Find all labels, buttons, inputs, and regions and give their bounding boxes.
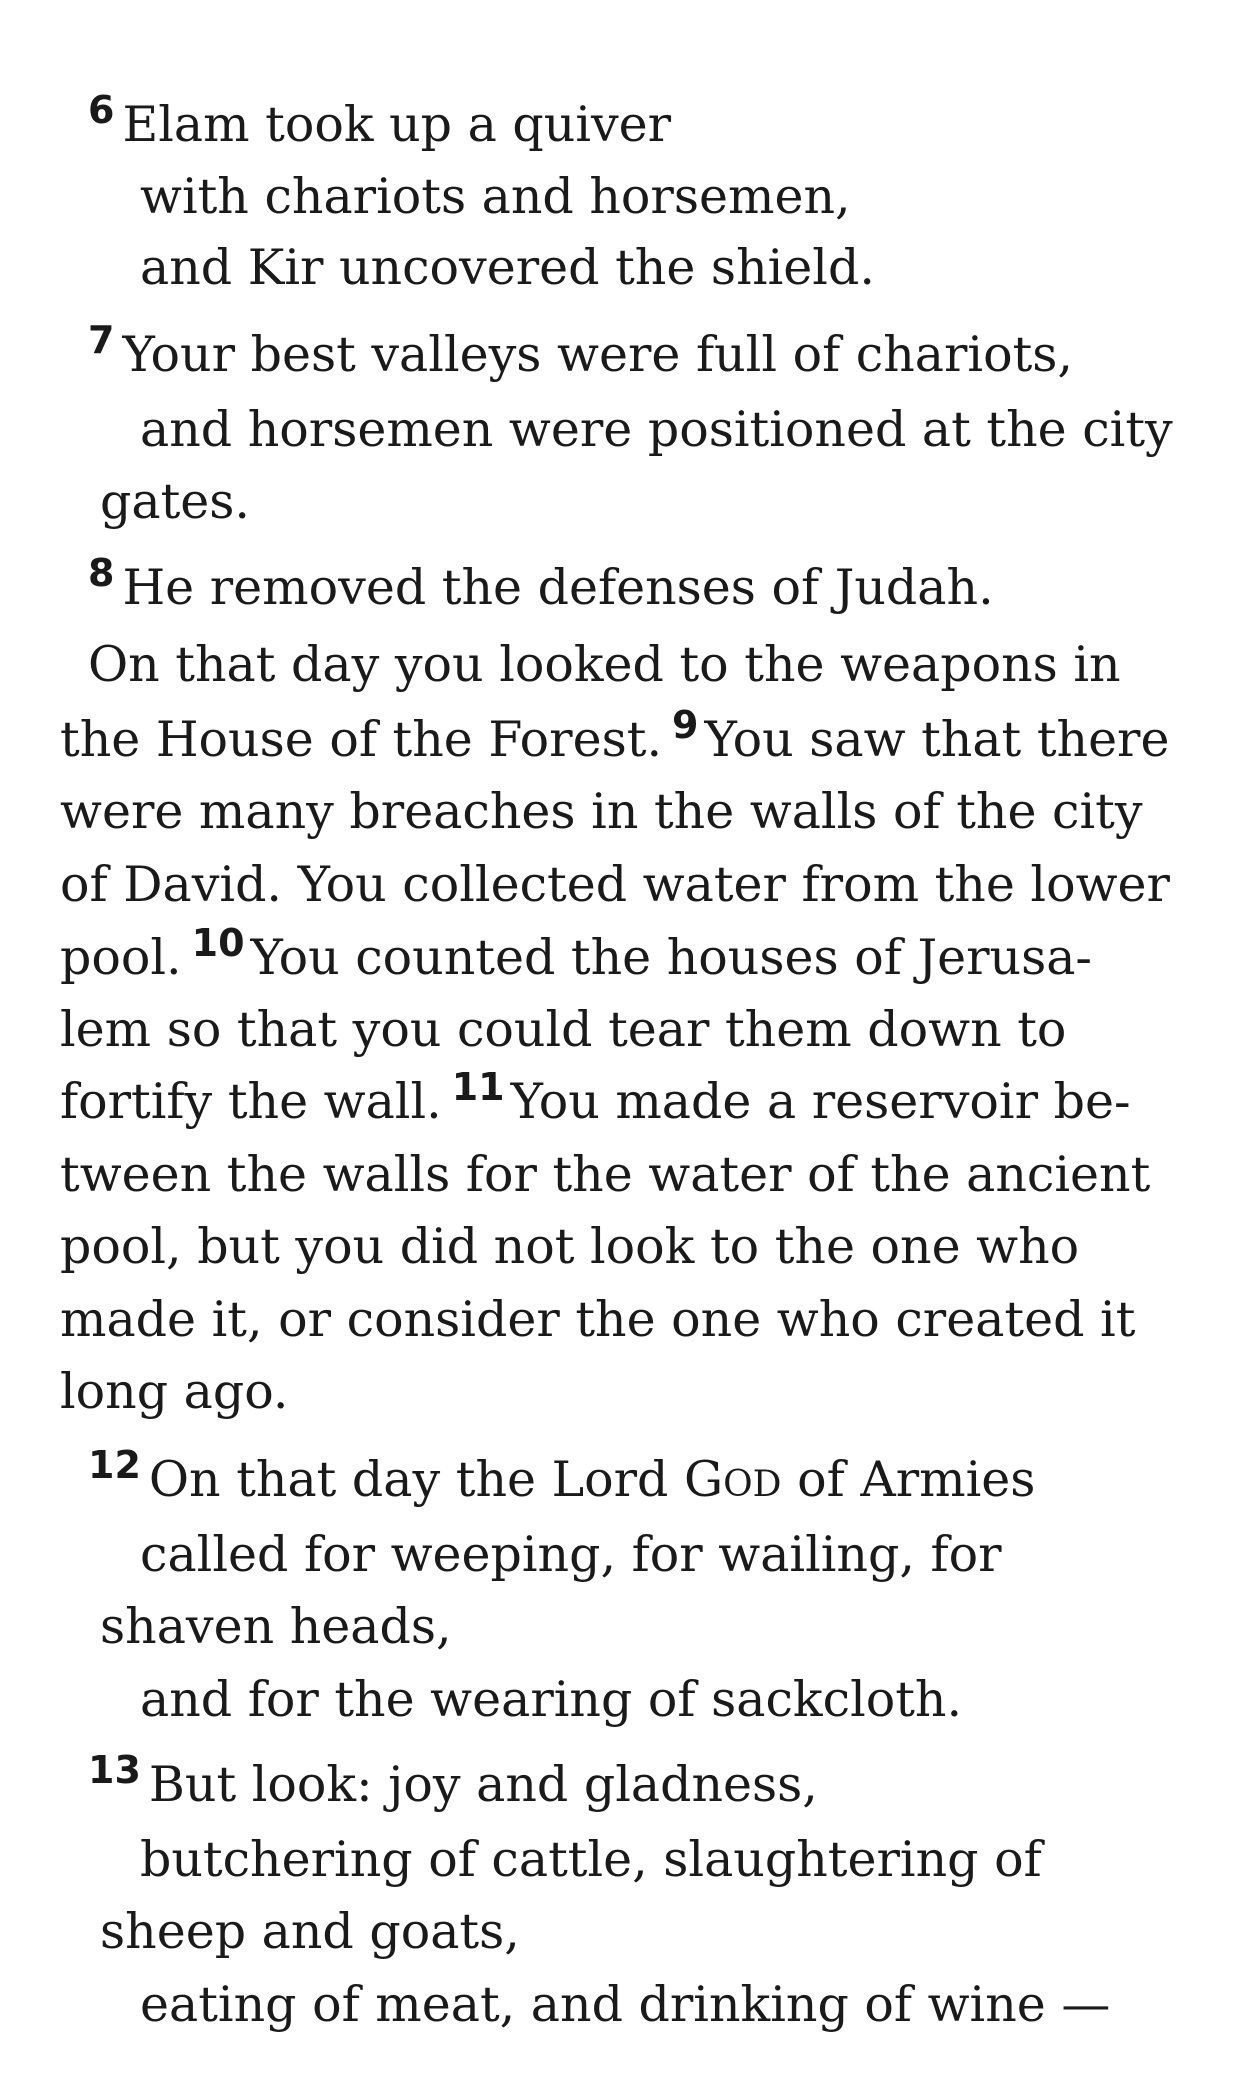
verse-number: 7	[88, 318, 115, 362]
verse-7-line-1	[88, 318, 1074, 388]
prose-line-3: of David. You collected water from the lower	[60, 856, 1170, 913]
small-caps-text: OD	[723, 1464, 782, 1505]
verse-12-line-1: $^{12}$ On that day the Lord GOD of Armies	[88, 1443, 1036, 1508]
verse-number: 12	[88, 1443, 141, 1487]
verse-13-line-4: eating of meat, and drinking of wine —	[140, 1976, 1111, 2033]
verse-text: Your best valleys were full of chariots,	[122, 326, 1074, 383]
verse-number: 9	[672, 703, 699, 747]
prose-line-8: pool, but you did not look to the one who	[60, 1218, 1080, 1275]
verse-7-line-3: gates.	[100, 473, 250, 530]
verse-8-line-2: On that day you looked to the weapons in	[88, 636, 1121, 693]
verse-number: 11	[451, 1065, 505, 1109]
verse-13-line-3: sheep and goats,	[100, 1903, 520, 1960]
verse-12-line-3: shaven heads,	[100, 1598, 452, 1655]
prose-line-6: fortify the wall. $^{11}$ You made a reservoir be-	[60, 1065, 1131, 1130]
verse-number: 8	[88, 551, 115, 595]
prose-line-9: made it, or consider the one who created it	[60, 1291, 1136, 1348]
prose-line-4: pool. $^{10}$ You counted the houses of Jerusa-	[60, 921, 1092, 986]
prose-line-10: long ago.	[60, 1363, 289, 1420]
verse-6-line-2: with chariots and horsemen,	[140, 168, 851, 225]
prose-line-1: the House of the Forest. $^9$ You saw that there	[60, 703, 1170, 768]
verse-text: He removed the defenses of Judah.	[122, 559, 994, 616]
verse-number: 13	[88, 1748, 141, 1792]
verse-13-line-2: butchering of cattle, slaughtering of	[140, 1831, 1042, 1888]
prose-line-7: tween the walls for the water of the ancient	[60, 1146, 1151, 1203]
verse-text: Elam took up a quiver	[122, 96, 672, 153]
verse-12-line-4: and for the wearing of sackcloth.	[140, 1671, 963, 1728]
verse-6-line-1	[88, 88, 672, 158]
verse-number: 6	[88, 88, 115, 132]
prose-line-5: lem so that you could tear them down to	[60, 1001, 1067, 1058]
verse-7-line-2: and horsemen were positioned at the city	[140, 401, 1173, 458]
prose-line-2: were many breaches in the walls of the city	[60, 783, 1143, 840]
verse-6-line-3: and Kir uncovered the shield.	[140, 239, 875, 296]
verse-number: 10	[191, 921, 245, 965]
verse-8-line-1	[88, 551, 994, 621]
verse-13-line-1: $^{13}$ But look: joy and gladness,	[88, 1748, 818, 1813]
verse-12-line-2: called for weeping, for wailing, for	[140, 1526, 1002, 1583]
